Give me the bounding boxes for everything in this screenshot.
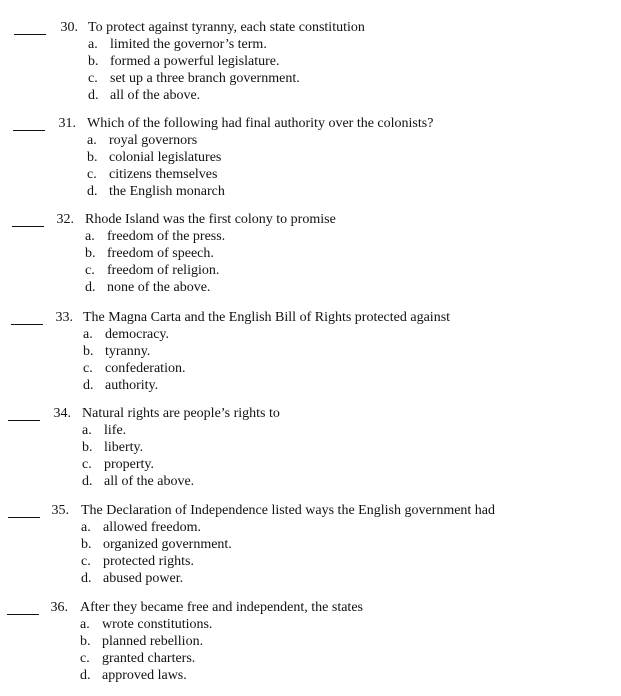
choice-letter: c.	[83, 361, 93, 376]
choice-text: authority.	[105, 378, 159, 393]
choice-text: citizens themselves	[109, 167, 218, 182]
choice-letter: b.	[81, 537, 92, 552]
choice-a[interactable]	[87, 133, 197, 149]
choice-text: limited the governor’s term.	[110, 37, 267, 52]
choice-letter: b.	[85, 246, 96, 261]
choice-letter: a.	[85, 229, 95, 244]
answer-blank[interactable]	[12, 226, 44, 227]
choice-c[interactable]	[81, 554, 194, 570]
choice-text: wrote constitutions.	[102, 617, 213, 632]
question-text: Rhode Island was the first colony to promise	[85, 212, 336, 227]
choice-letter: a.	[81, 520, 91, 535]
question-text: Natural rights are people’s rights to	[82, 406, 280, 421]
choice-a[interactable]	[80, 617, 212, 633]
choice-text: granted charters.	[102, 651, 196, 666]
choice-c[interactable]	[87, 167, 217, 183]
choice-letter: b.	[80, 634, 91, 649]
choice-d[interactable]	[88, 88, 200, 104]
choice-d[interactable]	[81, 571, 183, 587]
choice-letter: a.	[87, 133, 97, 148]
answer-blank[interactable]	[14, 34, 46, 35]
choice-letter: b.	[82, 440, 93, 455]
choice-b[interactable]	[82, 440, 143, 456]
choice-letter: a.	[80, 617, 90, 632]
choice-text: planned rebellion.	[102, 634, 204, 649]
question-text: The Magna Carta and the English Bill of Rights protected against	[83, 310, 451, 325]
choice-c[interactable]	[85, 263, 219, 279]
question-number: 36.	[50, 600, 68, 615]
choice-text: all of the above.	[110, 88, 201, 103]
choice-letter: a.	[88, 37, 98, 52]
choice-a[interactable]	[88, 37, 267, 53]
choice-c[interactable]	[88, 71, 300, 87]
question-text: Which of the following had final authority over the colonists?	[87, 116, 434, 131]
question-text: To protect against tyranny, each state constitution	[88, 20, 365, 35]
choice-c[interactable]	[80, 651, 195, 667]
choice-text: approved laws.	[102, 668, 187, 683]
choice-b[interactable]	[83, 344, 150, 360]
choice-letter: a.	[83, 327, 93, 342]
choice-a[interactable]	[85, 229, 225, 245]
question-number: 35.	[51, 503, 69, 518]
question-number: 30.	[60, 20, 78, 35]
choice-text: formed a powerful legislature.	[110, 54, 280, 69]
choice-text: colonial legislatures	[109, 150, 222, 165]
choice-letter: c.	[80, 651, 90, 666]
choice-letter: d.	[87, 184, 98, 199]
choice-b[interactable]	[87, 150, 221, 166]
question-number: 32.	[56, 212, 74, 227]
choice-d[interactable]	[87, 184, 225, 200]
choice-letter: c.	[87, 167, 97, 182]
choice-text: allowed freedom.	[103, 520, 201, 535]
choice-letter: c.	[88, 71, 98, 86]
choice-letter: a.	[82, 423, 92, 438]
choice-b[interactable]	[81, 537, 232, 553]
question-text: The Declaration of Independence listed ways the English government had	[81, 503, 496, 518]
choice-letter: b.	[83, 344, 94, 359]
choice-text: set up a three branch government.	[110, 71, 300, 86]
choice-d[interactable]	[82, 474, 194, 490]
choice-text: abused power.	[103, 571, 184, 586]
question-number: 33.	[55, 310, 73, 325]
choice-text: tyranny.	[105, 344, 151, 359]
choice-d[interactable]	[83, 378, 158, 394]
choice-text: organized government.	[103, 537, 232, 552]
choice-letter: b.	[87, 150, 98, 165]
choice-letter: b.	[88, 54, 99, 69]
choice-letter: d.	[80, 668, 91, 683]
choice-b[interactable]	[85, 246, 214, 262]
question-number: 34.	[53, 406, 71, 421]
choice-letter: d.	[83, 378, 94, 393]
choice-letter: c.	[82, 457, 92, 472]
choice-letter: d.	[81, 571, 92, 586]
choice-text: none of the above.	[107, 280, 211, 295]
choice-letter: c.	[81, 554, 91, 569]
answer-blank[interactable]	[11, 324, 43, 325]
choice-c[interactable]	[82, 457, 154, 473]
choice-b[interactable]	[88, 54, 280, 70]
choice-text: freedom of the press.	[107, 229, 226, 244]
choice-letter: d.	[82, 474, 93, 489]
choice-text: the English monarch	[109, 184, 225, 199]
choice-text: property.	[104, 457, 155, 472]
choice-text: freedom of religion.	[107, 263, 220, 278]
choice-d[interactable]	[80, 668, 187, 684]
choice-text: liberty.	[104, 440, 144, 455]
question-number: 31.	[58, 116, 76, 131]
choice-letter: d.	[88, 88, 99, 103]
choice-a[interactable]	[82, 423, 126, 439]
question-text: After they became free and independent, the states	[80, 600, 363, 615]
choice-text: confederation.	[105, 361, 186, 376]
choice-text: life.	[104, 423, 127, 438]
answer-blank[interactable]	[13, 130, 45, 131]
answer-blank[interactable]	[8, 420, 40, 421]
choice-letter: c.	[85, 263, 95, 278]
choice-letter: d.	[85, 280, 96, 295]
choice-c[interactable]	[83, 361, 185, 377]
choice-d[interactable]	[85, 280, 210, 296]
choice-text: democracy.	[105, 327, 169, 342]
choice-a[interactable]	[83, 327, 169, 343]
choice-b[interactable]	[80, 634, 203, 650]
choice-text: all of the above.	[104, 474, 195, 489]
choice-a[interactable]	[81, 520, 201, 536]
answer-blank[interactable]	[7, 614, 39, 615]
choice-text: freedom of speech.	[107, 246, 214, 261]
answer-blank[interactable]	[8, 517, 40, 518]
choice-text: protected rights.	[103, 554, 194, 569]
choice-text: royal governors	[109, 133, 198, 148]
